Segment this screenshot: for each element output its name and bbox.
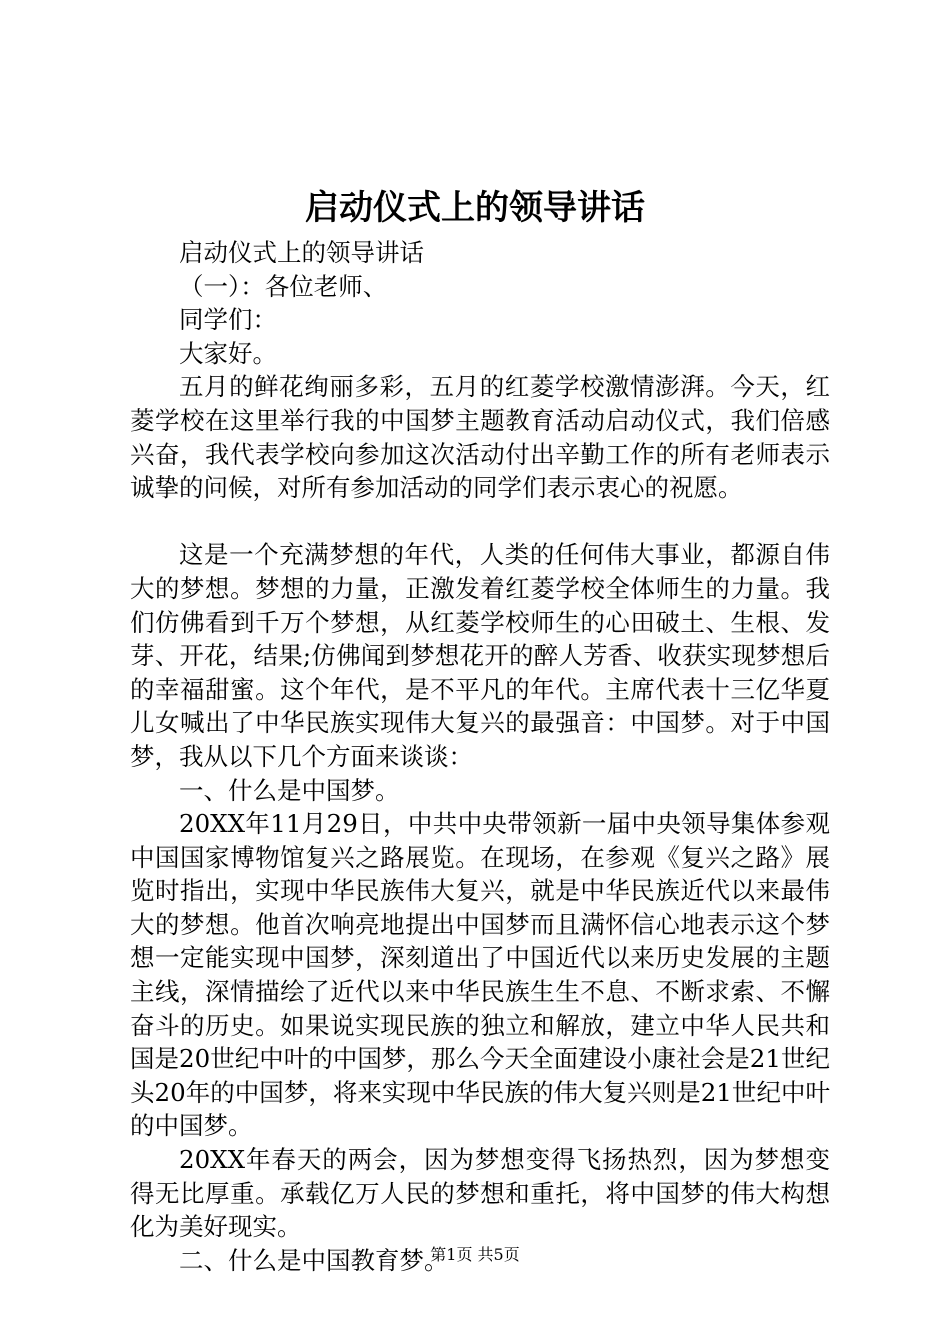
paragraph: 启动仪式上的领导讲话 bbox=[179, 238, 424, 267]
paragraph: 20XX年11月29日，中共中央带领新一届中央领导集体参观中国国家博物馆复兴之路展览。在现场，在参观《复兴之路》展览时指出，实现中华民族伟大复兴，就是中华民族近代以来最伟大的梦想。他首次响亮地提出中国梦而且满怀信心地表示这个梦想一定能实现中国梦，深刻道出了中国近代以来历史发展的主题主线，深情描绘了近代以来中华民族生生不息、不断求索、不懈奋斗的历史。如果说实现民族的独立和解放，建立中华人民共和国是20世纪中叶的中国梦，那么今天全面建设小康社会是21世纪头20年的中国梦，将来实现中华民族的伟大复兴则是21世纪中叶的中国梦。 bbox=[130, 809, 830, 1141]
page-footer: 第1页 共5页 bbox=[430, 1245, 520, 1264]
paragraph: 五月的鲜花绚丽多彩，五月的红菱学校激情澎湃。今天，红菱学校在这里举行我的中国梦主题教育活动启动仪式，我们倍感兴奋，我代表学校向参加这次活动付出辛勤工作的所有老师表示诚挚的问候，对所有参加活动的同学们表示衷心的祝愿。 bbox=[130, 372, 830, 503]
paragraph: 20XX年春天的两会，因为梦想变得飞扬热烈，因为梦想变得无比厚重。承载亿万人民的梦想和重托，将中国梦的伟大构想化为美好现实。 bbox=[130, 1145, 830, 1242]
document-title: 启动仪式上的领导讲话 bbox=[305, 188, 645, 228]
paragraph: 这是一个充满梦想的年代，人类的任何伟大事业，都源自伟大的梦想。梦想的力量，正激发着红菱学校全体师生的力量。我们仿佛看到千万个梦想，从红菱学校师生的心田破土、生根、发芽、开花，结果;仿佛闻到梦想花开的醉人芳香、收获实现梦想后的幸福甜蜜。这个年代，是不平凡的年代。主席代表十三亿华夏儿女喊出了中华民族实现伟大复兴的最强音：中国梦。对于中国梦，我从以下几个方面来谈谈： bbox=[130, 540, 830, 771]
paragraph: （一）：各位老师、 bbox=[179, 271, 388, 301]
section-heading: 二、什么是中国教育梦。 bbox=[179, 1245, 449, 1275]
document-body bbox=[130, 236, 830, 1277]
paragraph: 大家好。 bbox=[179, 338, 277, 368]
section-heading: 一、什么是中国梦。 bbox=[179, 775, 400, 805]
paragraph: 同学们： bbox=[179, 305, 277, 335]
paragraph-spacer bbox=[130, 505, 830, 539]
